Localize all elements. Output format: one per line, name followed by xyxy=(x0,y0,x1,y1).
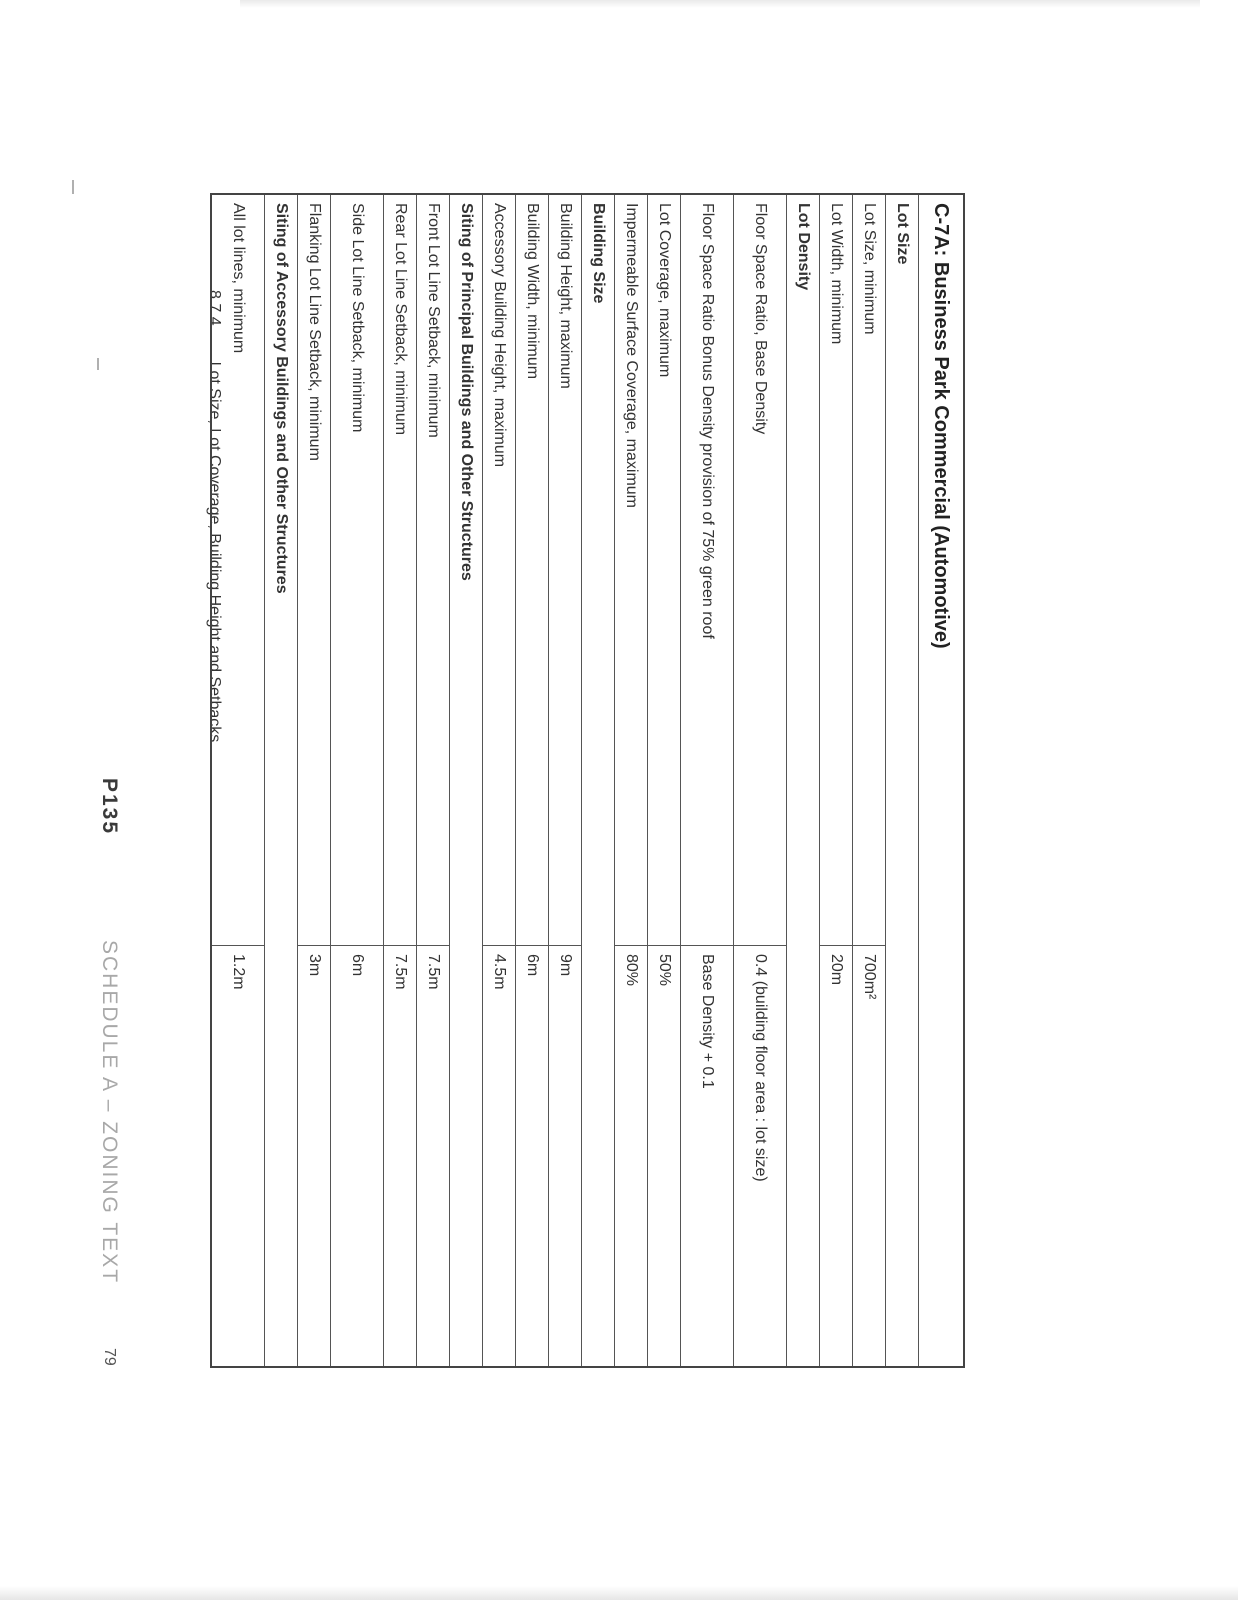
row-label: Lot Size, minimum xyxy=(853,194,886,946)
row-label: Building Width, minimum xyxy=(516,194,549,946)
section-row xyxy=(886,194,919,1367)
row-value: 6m xyxy=(331,946,384,1368)
table-row xyxy=(211,194,265,1367)
page-code: P135 xyxy=(98,778,121,836)
caption-number: 8.7.4 xyxy=(206,290,223,326)
section-label: Building Size xyxy=(582,194,615,1367)
row-value: 80% xyxy=(615,946,648,1368)
row-value: 1.2m xyxy=(211,946,265,1368)
row-label: Lot Width, minimum xyxy=(820,194,853,946)
table-row xyxy=(298,194,331,1367)
row-value: 50% xyxy=(648,946,681,1368)
row-label: Floor Space Ratio, Base Density xyxy=(734,194,787,946)
table-row xyxy=(615,194,648,1367)
section-label: Lot Size xyxy=(886,194,919,1367)
row-value: 4.5m xyxy=(483,946,516,1368)
row-value: 7.5m xyxy=(384,946,417,1368)
table-row xyxy=(483,194,516,1367)
row-label: Floor Space Ratio Bonus Density provision of 75% green roof xyxy=(681,194,734,946)
page-number: 79 xyxy=(101,1348,118,1366)
schedule-title: SCHEDULE A – ZONING TEXT xyxy=(98,940,121,1285)
caption-text: Lot Size, Lot Coverage, Building Height and Setbacks xyxy=(206,361,223,743)
table-row xyxy=(516,194,549,1367)
row-label: Impermeable Surface Coverage, maximum xyxy=(615,194,648,946)
row-value: 700m² xyxy=(853,946,886,1368)
table-row xyxy=(331,194,384,1367)
table-row xyxy=(384,194,417,1367)
row-label: Rear Lot Line Setback, minimum xyxy=(384,194,417,946)
section-label: Lot Density xyxy=(787,194,820,1367)
row-label: Building Height, maximum xyxy=(549,194,582,946)
row-label: Side Lot Line Setback, minimum xyxy=(331,194,384,946)
table-row xyxy=(853,194,886,1367)
table-row xyxy=(648,194,681,1367)
row-label: Flanking Lot Line Setback, minimum xyxy=(298,194,331,946)
row-label: Accessory Building Height, maximum xyxy=(483,194,516,946)
table-row xyxy=(549,194,582,1367)
section-row xyxy=(450,194,483,1367)
table-title-row xyxy=(919,194,965,1367)
zoning-table xyxy=(210,193,965,1368)
row-label: Front Lot Line Setback, minimum xyxy=(417,194,450,946)
section-label: Siting of Accessory Buildings and Other Structures xyxy=(265,194,298,1367)
section-row xyxy=(787,194,820,1367)
row-value: 9m xyxy=(549,946,582,1368)
section-row xyxy=(582,194,615,1367)
table-title: C-7A: Business Park Commercial (Automotive) xyxy=(919,194,965,1367)
row-value: 3m xyxy=(298,946,331,1368)
table-row xyxy=(734,194,787,1367)
row-label: Lot Coverage, maximum xyxy=(648,194,681,946)
row-value: 0.4 (building floor area : lot size) xyxy=(734,946,787,1368)
section-row xyxy=(265,194,298,1367)
row-value: 7.5m xyxy=(417,946,450,1368)
section-label: Siting of Principal Buildings and Other Structures xyxy=(450,194,483,1367)
table-row xyxy=(681,194,734,1367)
row-label: All lot lines, minimum xyxy=(211,194,265,946)
row-value: Base Density + 0.1 xyxy=(681,946,734,1368)
row-value: 20m xyxy=(820,946,853,1368)
table-row xyxy=(417,194,450,1367)
table-row xyxy=(820,194,853,1367)
row-value: 6m xyxy=(516,946,549,1368)
